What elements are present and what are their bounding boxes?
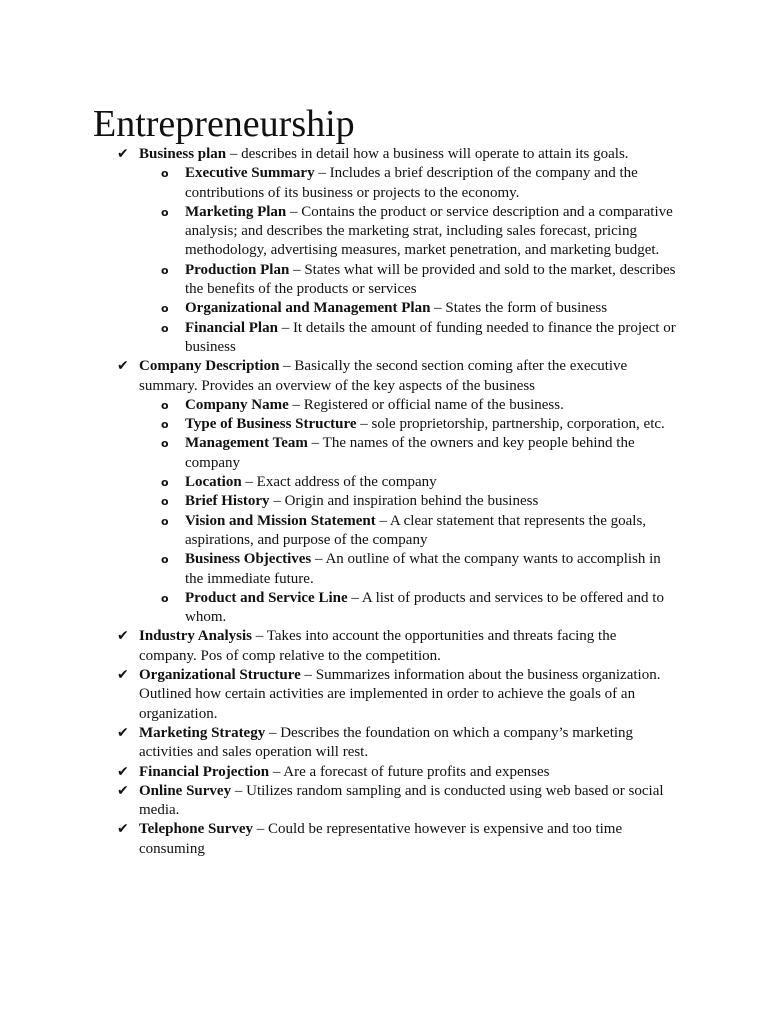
item-text: – Exact address of the company [241,474,437,491]
item-text: – sole proprietorship, partnership, corporation, etc. [356,416,665,433]
item-text: – Contains the product or service description and a comparative analysis; and describes the marketing strat, including sales forecast, pricing methodology, advertising measures, market penetration, and marketing budget. [185,203,673,259]
sub-item-management-team [117,434,677,473]
item-text: – A list of products and services to be offered and to whom. [185,589,664,626]
sub-item-business-structure [117,415,677,434]
list-item-financial-projection [117,763,677,782]
circle-bullet-icon: o [161,167,169,181]
circle-bullet-icon: o [161,398,169,412]
item-term: Product and Service Line [185,589,348,606]
checkmark-icon: ✔ [117,358,129,375]
item-term: Financial Plan [185,319,278,336]
sub-item-marketing-plan [117,203,677,261]
circle-bullet-icon: o [161,302,169,316]
item-text: – Could be representative however is expensive and too time consuming [139,821,623,857]
sub-item-executive-summary [117,164,677,203]
item-text: – Includes a brief description of the company and the contributions of its business or projects to the economy. [185,165,638,201]
item-text: – A clear statement that represents the goals, aspirations, and purpose of the company [185,512,647,548]
item-term: Telephone Survey [139,821,254,838]
list-item-business-plan [117,145,677,164]
item-text: – Summarizes information about the business organization. Outlined how certain activities are implemented in order to achieve the goals of an organization. [139,667,661,722]
item-term: Type of Business Structure [185,416,357,433]
item-term: Brief History [185,493,270,510]
document-title: Entrepreneurship [93,103,355,145]
item-term: Business plan [139,146,227,162]
checkmark-icon: ✔ [117,667,129,684]
sub-item-product-service-line [117,589,677,628]
item-term: Company Description [139,358,280,375]
circle-bullet-icon: o [161,553,169,567]
item-term: Marketing Plan [185,203,287,220]
checkmark-icon: ✔ [117,146,129,162]
item-text: – The names of the owners and key people behind the company [185,435,635,471]
circle-bullet-icon: o [161,495,169,509]
sub-item-organizational-management-plan [117,299,677,318]
checkmark-icon: ✔ [117,782,129,799]
item-text: – Describes the foundation on which a company’s marketing activities and sales operation will rest. [139,724,634,761]
list-item-marketing-strategy [117,724,677,763]
item-term: Organizational and Management Plan [185,300,431,317]
item-term: Organizational Structure [139,667,301,684]
list-item-industry-analysis [117,627,677,666]
item-text: – States the form of business [430,300,608,317]
circle-bullet-icon: o [161,476,169,490]
circle-bullet-icon: o [161,205,169,219]
item-text: – Registered or official name of the business. [288,396,564,413]
circle-bullet-icon: o [161,437,169,451]
outline-list [117,145,677,859]
item-term: Industry Analysis [139,628,252,645]
sub-item-vision-mission [117,512,677,551]
item-term: Management Team [185,435,308,452]
item-text: – Utilizes random sampling and is conducted using web based or social media. [139,782,664,819]
circle-bullet-icon: o [161,321,169,335]
sub-item-location [117,473,677,492]
item-term: Online Survey [139,782,232,799]
item-text: – It details the amount of funding needed to finance the project or business [185,319,676,355]
sub-item-company-name [117,396,677,415]
item-term: Company Name [185,396,289,413]
checkmark-icon: ✔ [117,724,129,741]
item-text: – Origin and inspiration behind the business [269,493,539,510]
sub-item-brief-history [117,492,677,511]
item-text: – An outline of what the company wants to accomplish in the immediate future. [185,551,661,587]
circle-bullet-icon: o [161,591,169,605]
item-text: – Basically the second section coming after the executive summary. Provides an overview of the key aspects of the business [139,358,628,394]
sub-item-financial-plan [117,319,677,358]
item-text: – Are a forecast of future profits and expenses [269,763,550,780]
circle-bullet-icon: o [161,514,169,528]
sub-item-production-plan [117,261,677,300]
circle-bullet-icon: o [161,418,169,432]
item-term: Vision and Mission Statement [185,512,376,529]
checkmark-icon: ✔ [117,763,129,780]
list-item-company-description [117,357,677,396]
item-term: Business Objectives [185,551,312,568]
circle-bullet-icon: o [161,263,169,277]
list-item-online-survey [117,782,677,821]
sub-item-business-objectives [117,550,677,589]
item-term: Marketing Strategy [139,724,266,741]
item-term: Executive Summary [185,165,315,182]
checkmark-icon: ✔ [117,628,129,645]
checkmark-icon: ✔ [117,821,129,838]
list-item-organizational-structure [117,666,677,724]
item-term: Financial Projection [139,763,270,780]
item-text: – States what will be provided and sold to the market, describes the benefits of the products or services [185,261,676,298]
item-text: – Takes into account the opportunities and threats facing the company. Pos of comp relative to the competition. [139,628,617,664]
list-item-telephone-survey [117,820,677,859]
item-term: Production Plan [185,261,290,278]
item-text: – describes in detail how a business will operate to attain its goals. [226,146,629,162]
item-term: Location [185,474,242,491]
